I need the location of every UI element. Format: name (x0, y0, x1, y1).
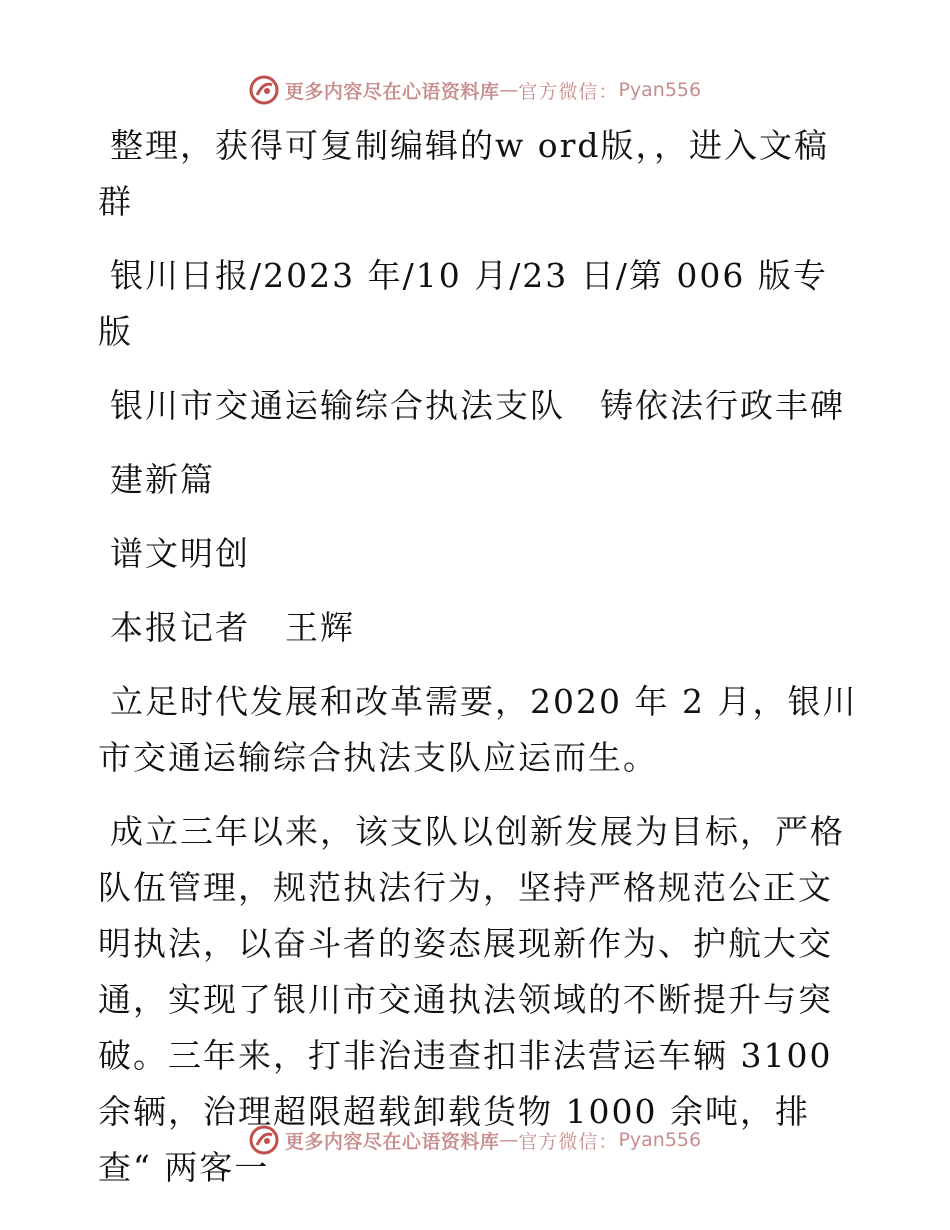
footer-watermark-banner (0, 1120, 950, 1160)
banner-wechat-handle: Pyan556 (618, 79, 702, 101)
banner-official-label: 官方微信： (518, 80, 619, 103)
logo-icon (249, 1125, 279, 1155)
paragraph-subheadline-1: 建新篇 (110, 460, 215, 499)
logo-icon (249, 75, 279, 105)
banner-wechat-handle: Pyan556 (618, 1129, 702, 1151)
paragraph-headline: 银川市交通运输综合执法支队 铸依法行政丰碑 (110, 386, 845, 425)
paragraph-intro: 整理，获得可复制编辑的w ord版，，进入文稿群 (98, 126, 830, 221)
banner-main-text: 更多内容尽在心语资料库 (284, 1130, 500, 1153)
banner-dash: — (499, 79, 519, 101)
paragraph-byline: 本报记者 王辉 (110, 608, 355, 647)
banner-dash: — (499, 1129, 519, 1151)
paragraph-subheadline-2: 谱文明创 (110, 534, 250, 573)
header-watermark-banner (0, 70, 950, 110)
document-body (98, 118, 858, 1214)
banner-official-label: 官方微信： (518, 1130, 619, 1153)
paragraph-source: 银川日报/2023 年/10 月/23 日/第 006 版专版 (98, 256, 828, 351)
paragraph-body-2: 成立三年以来，该支队以创新发展为目标，严格队伍管理，规范执法行为，坚持严格规范公正文明执法，以奋斗者的姿态展现新作为、护航大交通，实现了银川市交通执法领域的不断提升与突破。三年来，打非治违查扣非法营运车辆 3100 余辆，治理超限超载卸载货物 1000 余吨，排查“ 两客一 (98, 812, 845, 1187)
banner-main-text: 更多内容尽在心语资料库 (284, 80, 500, 103)
paragraph-body-1: 立足时代发展和改革需要，2020 年 2 月，银川市交通运输综合执法支队应运而生。 (98, 682, 858, 777)
